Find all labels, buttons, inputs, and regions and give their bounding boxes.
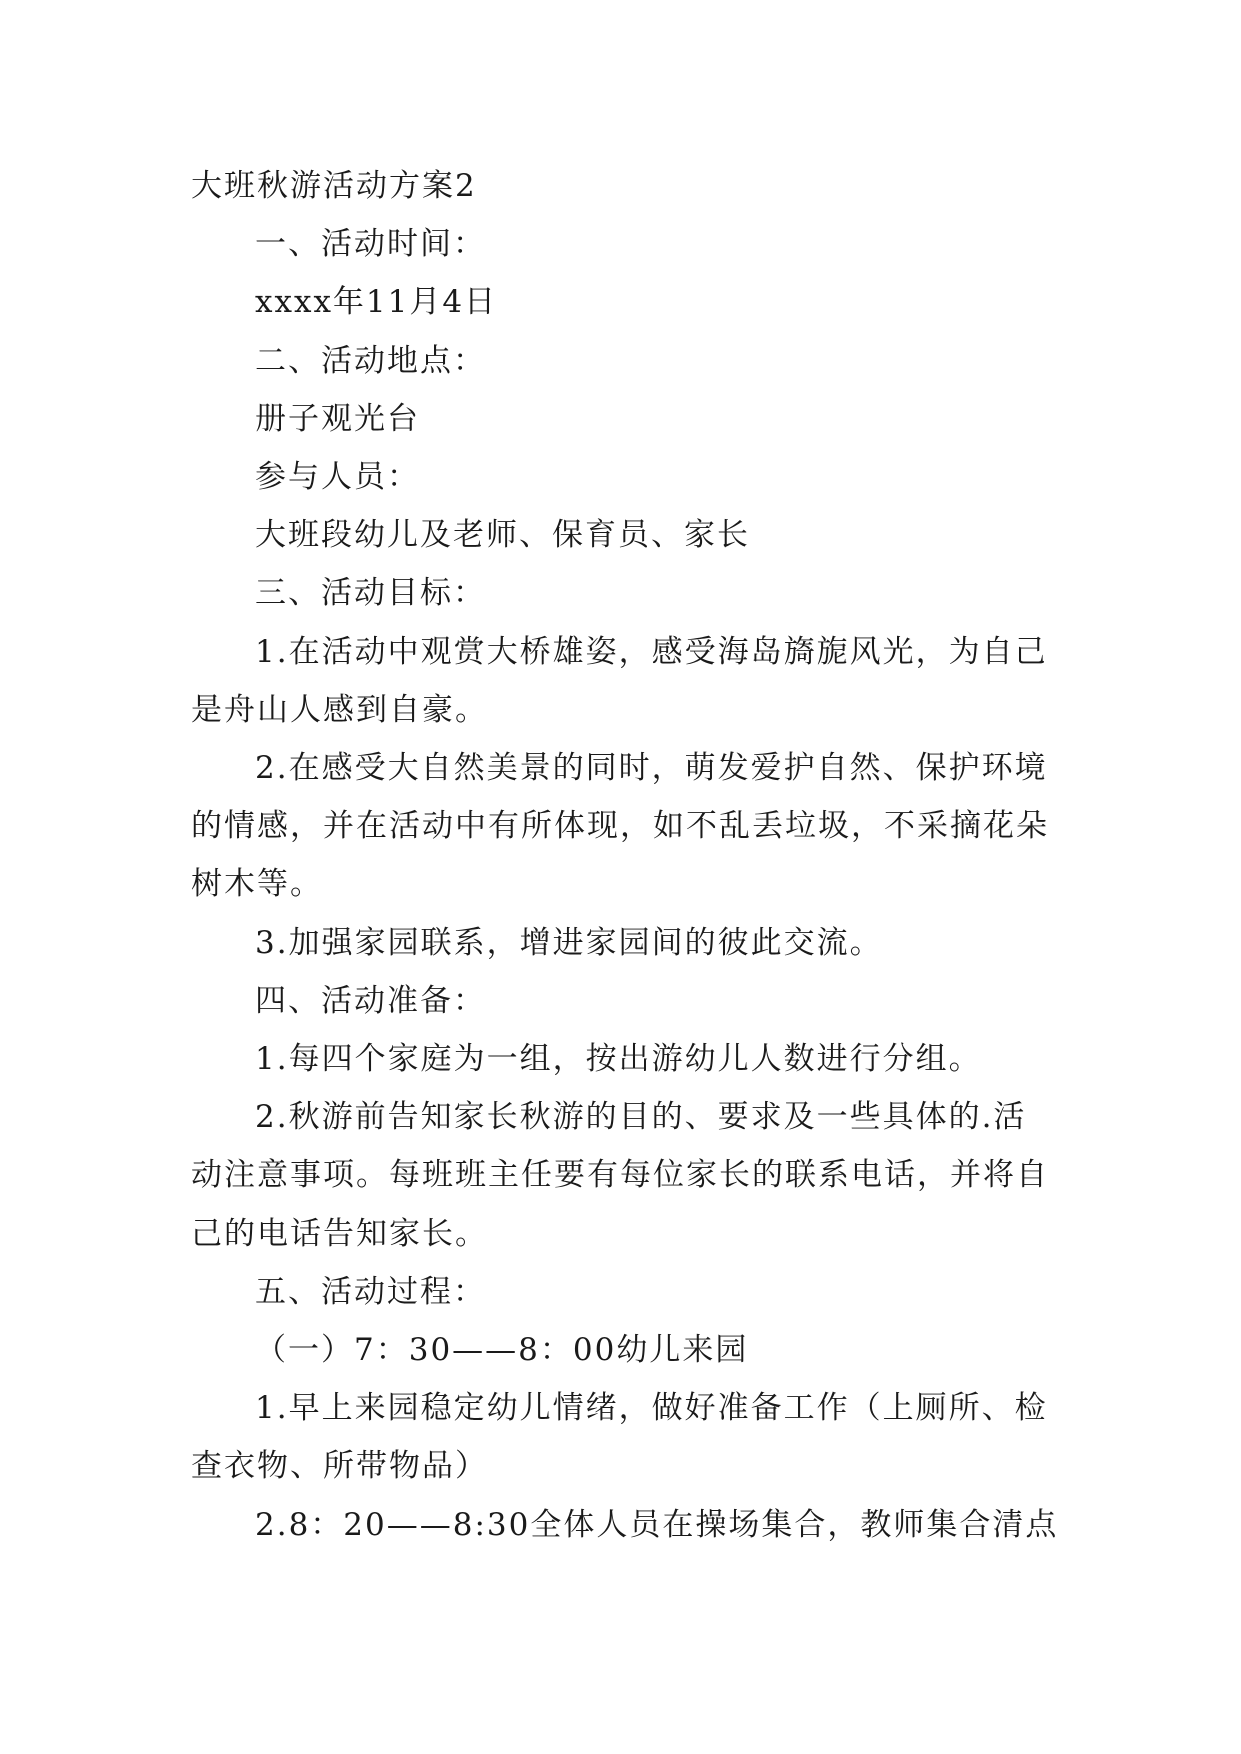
paragraph-goal-3: 3.加强家园联系，增进家园间的彼此交流。 <box>255 924 883 961</box>
section-heading-location: 二、活动地点： <box>255 342 486 379</box>
section-heading-goals: 三、活动目标： <box>255 575 486 612</box>
document-title: 大班秋游活动方案2 <box>191 168 477 204</box>
paragraph-location: 册子观光台 <box>255 400 420 437</box>
paragraph-preparation-1: 1.每四个家庭为一组，按出游幼儿人数进行分组。 <box>255 1041 982 1078</box>
paragraph-date: xxxx年11月4日 <box>255 284 498 321</box>
document-body <box>191 157 1059 1554</box>
paragraph-process-step-1: （一）7：30——8：00幼儿来园 <box>255 1332 749 1369</box>
section-heading-process: 五、活动过程： <box>255 1273 486 1310</box>
paragraph-process-item-2: 2.8：20——8:30全体人员在操场集合，教师集合清点 <box>255 1506 1059 1543</box>
paragraph-participants: 大班段幼儿及老师、保育员、家长 <box>255 517 750 554</box>
paragraph-goal-1: 1.在活动中观赏大桥雄姿，感受海岛旖旎风光，为自己是舟山人感到自豪。 <box>191 633 1048 728</box>
section-heading-participants: 参与人员： <box>255 459 420 496</box>
section-heading-time: 一、活动时间： <box>255 226 486 263</box>
paragraph-process-item-1: 1.早上来园稳定幼儿情绪，做好准备工作（上厕所、检查衣物、所带物品） <box>191 1390 1048 1485</box>
paragraph-preparation-2: 2.秋游前告知家长秋游的目的、要求及一些具体的.活动注意事项。每班班主任要有每位家长的联系电话，并将自己的电话告知家长。 <box>191 1099 1049 1252</box>
section-heading-preparation: 四、活动准备： <box>255 982 486 1019</box>
paragraph-goal-2: 2.在感受大自然美景的同时，萌发爱护自然、保护环境的情感，并在活动中有所体现，如不乱丢垃圾，不采摘花朵树木等。 <box>191 750 1049 903</box>
